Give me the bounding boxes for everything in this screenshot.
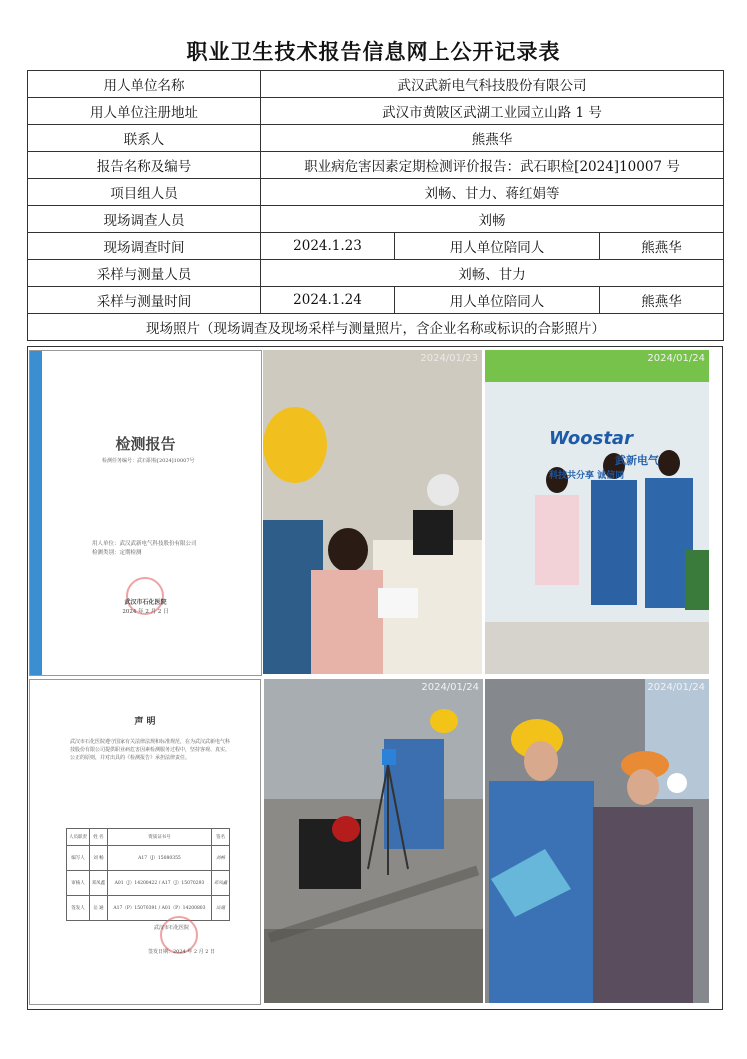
table-row: [28, 179, 724, 206]
cover-type: 检测类别：定期检测: [92, 550, 142, 556]
address-label: 用人单位注册地址: [28, 98, 261, 125]
declaration-cell: 邓凤鑫: [89, 871, 107, 896]
declaration-photo: [29, 679, 261, 1005]
table-row: [28, 206, 724, 233]
record-table: [27, 70, 724, 341]
sampling-escort-label: 用人单位陪同人: [395, 287, 600, 314]
sampling-time-label: 采样与测量时间: [28, 287, 261, 314]
declaration-cell: 审核人: [67, 871, 90, 896]
sampling-time: 2024.1.24: [261, 287, 395, 314]
team-label: 项目组人员: [28, 179, 261, 206]
declaration-header: 人员职责: [67, 829, 90, 846]
declaration-cell: A01（J）14200422 / A17（J）15070293: [107, 871, 211, 896]
contact: 熊燕华: [261, 125, 724, 152]
declaration-body: 武汉市石化医院遵守国家有关法律法规和标准规范，在为武汉武新电气科技股份有限公司提供职业病危害因素检测服务过程中，坚持客观、真实、公正的原则，并对出具的《检测报告》承担法律责任。: [70, 739, 231, 761]
declaration-heading: 声 明: [134, 717, 156, 727]
table-row: [28, 152, 724, 179]
survey-staff-label: 现场调查人员: [28, 206, 261, 233]
personal-sampler-photo: [485, 679, 709, 1003]
survey-escort-label: 用人单位陪同人: [395, 233, 600, 260]
address: 武汉市黄陂区武湖工业园立山路 1 号: [261, 98, 724, 125]
survey-staff: 刘畅: [261, 206, 724, 233]
declaration-table: [66, 828, 230, 921]
company-logo: Woostar: [549, 428, 633, 449]
sampler-scene-icon: [485, 679, 709, 1003]
sampling-staff-label: 采样与测量人员: [28, 260, 261, 287]
survey-escort: 熊燕华: [600, 233, 724, 260]
table-row: [28, 287, 724, 314]
photo-timestamp: 2024/01/24: [647, 682, 705, 693]
company-name-sign: 武新电气: [615, 454, 659, 467]
declaration-org: 武汉市石化医院: [154, 925, 190, 931]
declaration-date: 签发日期：2024 年 2 月 2 日: [148, 949, 216, 955]
cover-unit: 用人单位：武汉武新电气科技股份有限公司: [92, 541, 197, 547]
cover-org: 武汉市石化医院: [124, 599, 167, 606]
company-slogan: 科技共分享 诚信同: [549, 471, 625, 481]
survey-time-label: 现场调查时间: [28, 233, 261, 260]
table-row: [28, 98, 724, 125]
declaration-header: 姓 名: [89, 829, 107, 846]
table-row: [28, 71, 724, 98]
group-photo: [485, 350, 709, 674]
report-cover-photo: [29, 350, 262, 676]
photo-timestamp: 2024/01/23: [420, 353, 478, 364]
cover-date: 2024 年 2 月 2 日: [122, 609, 169, 615]
declaration-cell: A17（J）15080355: [107, 846, 211, 871]
cover-binding-strip: [30, 351, 42, 675]
photo-timestamp: 2024/01/24: [647, 353, 705, 364]
workshop-sampling-photo: [264, 679, 483, 1003]
signature: 岳通: [211, 896, 229, 921]
cover-heading: 检测报告: [115, 435, 176, 453]
workshop-scene-icon: [264, 679, 483, 1003]
declaration-cell: 刘 畅: [89, 846, 107, 871]
employer-name-label: 用人单位名称: [28, 71, 261, 98]
table-row: [28, 125, 724, 152]
group-scene-icon: [485, 350, 709, 674]
office-scene-icon: [263, 350, 482, 674]
cover-task-no: 检测任务编号：武石职检[2024]10007号: [102, 458, 195, 464]
table-row: [28, 233, 724, 260]
office-survey-photo: [263, 350, 482, 674]
contact-label: 联系人: [28, 125, 261, 152]
signature: 刘畅: [211, 846, 229, 871]
sampling-staff: 刘畅、甘力: [261, 260, 724, 287]
declaration-header: 签名: [211, 829, 229, 846]
team: 刘畅、甘力、蒋红娟等: [261, 179, 724, 206]
photo-area: [27, 346, 723, 1010]
declaration-cell: 岳 通: [89, 896, 107, 921]
photo-timestamp: 2024/01/24: [421, 682, 479, 693]
sampling-escort: 熊燕华: [600, 287, 724, 314]
survey-time: 2024.1.23: [261, 233, 395, 260]
employer-name: 武汉武新电气科技股份有限公司: [261, 71, 724, 98]
declaration-cell: 编写人: [67, 846, 90, 871]
table-row: [28, 314, 724, 341]
report-name: 职业病危害因素定期检测评价报告：武石职检[2024]10007 号: [261, 152, 724, 179]
declaration-header: 资质证书号: [107, 829, 211, 846]
page-title: 职业卫生技术报告信息网上公开记录表: [186, 39, 561, 64]
report-label: 报告名称及编号: [28, 152, 261, 179]
declaration-cell: A17（P）15070391 / A01（P）14200803: [107, 896, 211, 921]
table-row: [28, 260, 724, 287]
declaration-cell: 签发人: [67, 896, 90, 921]
photos-label: 现场照片（现场调查及现场采样与测量照片，含企业名称或标识的合影照片）: [28, 314, 724, 341]
signature: 邓凤鑫: [211, 871, 229, 896]
